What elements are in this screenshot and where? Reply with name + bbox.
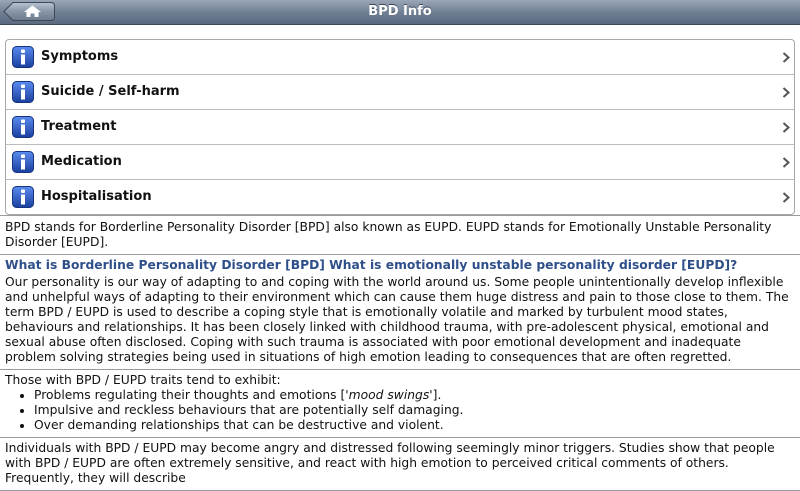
list-item-label: Symptoms <box>41 49 119 64</box>
list-item <box>34 388 794 403</box>
traits-intro: Those with BPD / EUPD traits tend to exhibit: <box>5 373 281 387</box>
list-item-treatment[interactable] <box>6 110 794 145</box>
info-icon <box>12 116 34 138</box>
list-item: • Impulsive and reckless behaviours that are potentially self damaging. <box>34 403 794 418</box>
chevron-right-icon <box>782 192 790 203</box>
definition-paragraph: Our personality is our way of adapting to and coping with the world around us. Some people unintentionally develop inflexible and unhelpful ways of adapting to their environment which can cause them huge distress and pain to those close to them. The term BPD / EUPD is used to describe a coping style that is emotionally volatile and marked by turbulent mood states, behaviours and relationships. It has been closely linked with childhood trauma, with pre-adolescent physical, emotional and sexual abuse often disclosed. Coping with such trauma is associated with poor emotional development and inadequate problem solving strategies being used in situations of high emotion leading to consequences that are often regretted. <box>5 275 789 364</box>
list-item-label: Suicide / Self-harm <box>41 84 180 99</box>
trait-text: ']. <box>429 388 442 402</box>
chevron-right-icon <box>782 157 790 168</box>
traits-list <box>5 388 794 433</box>
trait-text: Problems regulating their thoughts and emotions [' <box>34 388 349 402</box>
info-icon <box>12 151 34 173</box>
triggers-paragraph: Individuals with BPD / EUPD may become angry and distressed following seemingly minor triggers. Studies show that people with BPD / EUPD are often extremely sensitive, and react with high emotion to perceived critical comments of others. Frequently, they will describe <box>0 438 800 491</box>
info-content <box>0 215 800 491</box>
list-item-medication[interactable] <box>6 145 794 180</box>
trait-emphasis: mood swings <box>348 388 430 402</box>
list-item-suicide-self-harm[interactable] <box>6 75 794 110</box>
list-item-hospitalisation[interactable] <box>6 180 794 214</box>
list-item-label: Hospitalisation <box>41 189 152 204</box>
topics-list <box>5 39 795 215</box>
chevron-right-icon <box>782 52 790 63</box>
page-title: BPD Info <box>368 4 432 19</box>
info-icon <box>12 81 34 103</box>
section-heading: What is Borderline Personality Disorder [BPD] What is emotionally unstable personality disorder [EUPD]? <box>5 258 738 272</box>
chevron-right-icon <box>782 87 790 98</box>
traits-section <box>0 370 800 438</box>
definition-section <box>0 255 800 370</box>
top-bar <box>0 0 800 25</box>
intro-paragraph: BPD stands for Borderline Personality Disorder [BPD] also known as EUPD. EUPD stands for Emotionally Unstable Personality Disorder [EUPD]. <box>0 215 800 255</box>
list-item-label: Medication <box>41 154 122 169</box>
info-icon <box>12 186 34 208</box>
list-item-label: Treatment <box>41 119 117 134</box>
list-item: • Over demanding relationships that can be destructive and violent. <box>34 418 794 433</box>
chevron-right-icon <box>782 122 790 133</box>
list-item-symptoms[interactable] <box>6 40 794 75</box>
info-icon <box>12 46 34 68</box>
